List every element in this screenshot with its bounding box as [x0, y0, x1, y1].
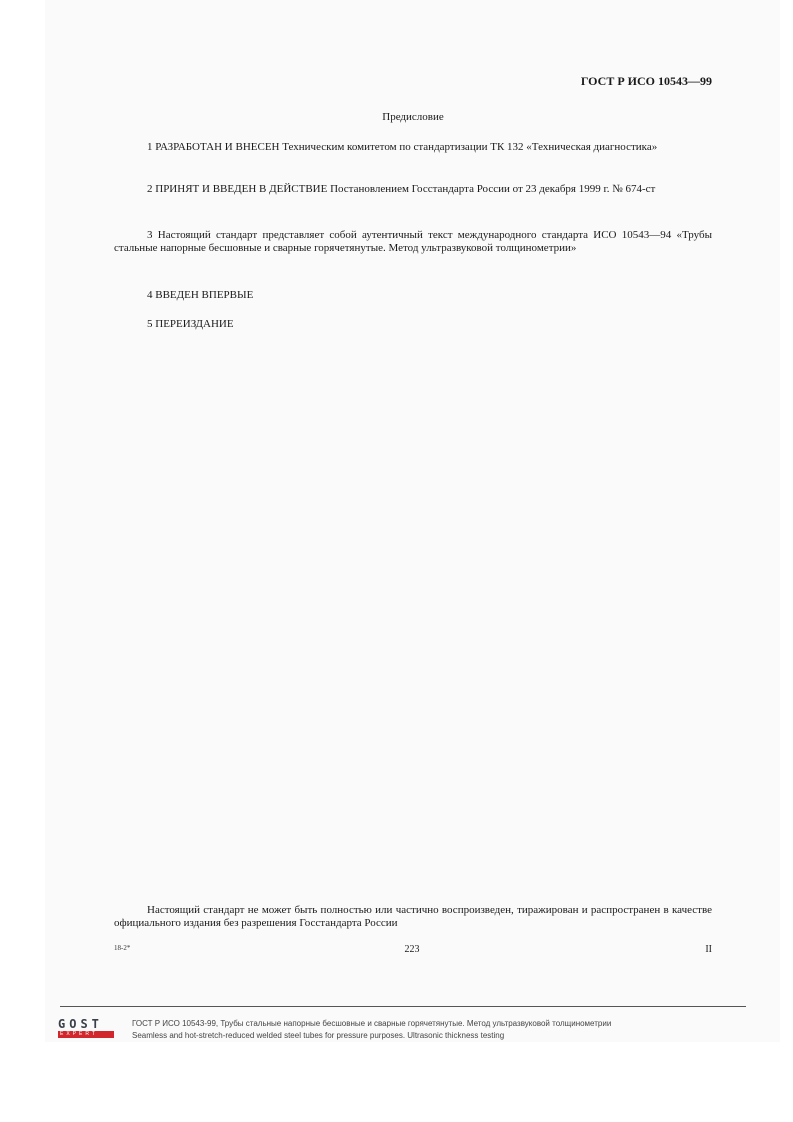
paragraph-developed: 1 РАЗРАБОТАН И ВНЕСЕН Техническим комитетом по стандартизации ТК 132 «Техническая диагностика»	[147, 141, 658, 153]
paragraph-reissue: 5 ПЕРЕИЗДАНИЕ	[147, 318, 234, 330]
site-footer	[132, 1018, 752, 1042]
footer-title-ru: ГОСТ Р ИСО 10543-99, Трубы стальные напорные бесшовные и сварные горячетянутые. Метод ультразвуковой толщинометрии	[132, 1019, 612, 1028]
copyright-notice: Настоящий стандарт не может быть полностью или частично воспроизведен, тиражирован и распространен в качестве официального издания без разрешения Госстандарта России	[114, 904, 712, 929]
footer-divider	[60, 1006, 746, 1007]
logo-text-expert: EXPERT	[58, 1031, 114, 1038]
paragraph-introduced: 4 ВВЕДЕН ВПЕРВЫЕ	[147, 289, 254, 301]
print-code: 18-2*	[114, 944, 131, 952]
document-page	[45, 0, 780, 1042]
roman-page-number: II	[705, 944, 712, 955]
paragraph-adopted: 2 ПРИНЯТ И ВВЕДЕН В ДЕЙСТВИЕ Постановлением Госстандарта России от 23 декабря 1999 г. № 674-ст	[147, 183, 656, 195]
logo-text-gost: GOST	[58, 1017, 103, 1031]
section-heading: Предисловие	[382, 111, 444, 123]
paragraph-authentic-text: 3 Настоящий стандарт представляет собой аутентичный текст международного стандарта ИСО 10543—94 «Трубы стальные напорные бесшовные и сварные горячетянутые. Метод ультразвуковой толщинометрии»	[114, 229, 712, 254]
gost-expert-logo[interactable]	[58, 1018, 116, 1040]
page-number: 223	[404, 944, 420, 955]
footer-title-en: Seamless and hot-stretch-reduced welded steel tubes for pressure purposes. Ultrasonic thickness testing	[132, 1031, 505, 1040]
document-id: ГОСТ Р ИСО 10543—99	[580, 74, 712, 88]
